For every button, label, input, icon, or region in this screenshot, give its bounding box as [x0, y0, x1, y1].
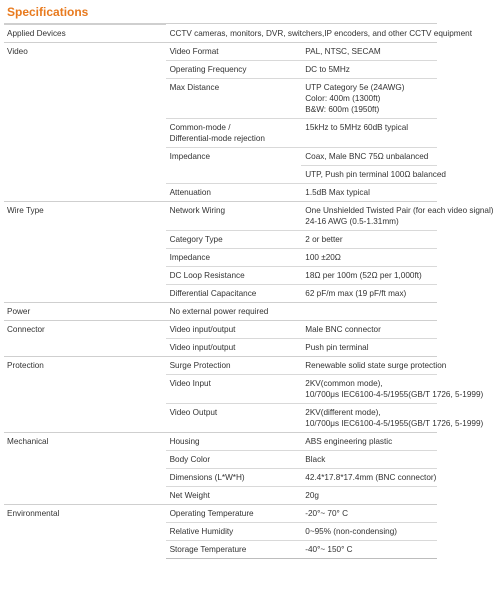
cell-label: Dimensions (L*W*H): [166, 469, 302, 487]
cell-value: CCTV cameras, monitors, DVR, switchers,IP encoders, and other CCTV equipment: [166, 25, 437, 43]
value-line: 24-16 AWG (0.5-1.31mm): [305, 217, 399, 226]
cell-value: 0~95% (non-condensing): [301, 523, 437, 541]
cell-label: Differential Capacitance: [166, 285, 302, 303]
value-line: 10/700μs IEC6100-4-5/1955(GB/T 1726, 5-1999): [305, 419, 484, 428]
group-label: Video: [4, 43, 166, 202]
cell-value: DC to 5MHz: [301, 61, 437, 79]
cell-label: Network Wiring: [166, 202, 302, 231]
page-title: Specifications: [4, 4, 437, 24]
table-row: [4, 303, 437, 321]
cell-label: Max Distance: [166, 79, 302, 119]
spec-table: [4, 24, 494, 559]
group-label: Mechanical: [4, 433, 166, 505]
cell-value: UTP, Push pin terminal 100Ω balanced: [301, 166, 437, 184]
cell-value: No external power required: [166, 303, 437, 321]
cell-label: Net Weight: [166, 487, 302, 505]
cell-label: Video input/output: [166, 339, 302, 357]
cell-value: PAL, NTSC, SECAM: [301, 43, 437, 61]
cell-value: [301, 202, 494, 231]
cell-value: Push pin terminal: [301, 339, 437, 357]
cell-label: Impedance: [166, 249, 302, 267]
cell-label: Body Color: [166, 451, 302, 469]
group-label: Connector: [4, 321, 166, 357]
cell-label: Storage Temperature: [166, 541, 302, 559]
table-row: [4, 25, 437, 43]
value-line: 2KV(common mode),: [305, 379, 383, 388]
table-row: [4, 43, 437, 61]
cell-value: 100 ±20Ω: [301, 249, 437, 267]
cell-value: 62 pF/m max (19 pF/ft max): [301, 285, 437, 303]
label-line: Differential-mode rejection: [169, 134, 265, 143]
label-line: Common-mode /: [169, 123, 231, 132]
group-label: Environmental: [4, 505, 166, 559]
cell-value: Coax, Male BNC 75Ω unbalanced: [301, 148, 437, 166]
cell-value: 2 or better: [301, 231, 437, 249]
cell-value: Male BNC connector: [301, 321, 437, 339]
cell-label: DC Loop Resistance: [166, 267, 302, 285]
cell-value: [301, 404, 484, 433]
cell-label: Housing: [166, 433, 302, 451]
table-row: [4, 357, 437, 375]
value-line: 2KV(different mode),: [305, 408, 381, 417]
cell-value: 42.4*17.8*17.4mm (BNC connector): [301, 469, 437, 487]
group-label: Power: [4, 303, 166, 321]
cell-value: 18Ω per 100m (52Ω per 1,000ft): [301, 267, 437, 285]
table-row: [4, 321, 437, 339]
value-line: UTP Category 5e (24AWG): [305, 83, 405, 92]
cell-value: 20g: [301, 487, 437, 505]
cell-label: Video Format: [166, 43, 302, 61]
cell-label: [166, 119, 302, 148]
cell-label: Operating Frequency: [166, 61, 302, 79]
value-line: 10/700μs IEC6100-4-5/1955(GB/T 1726, 5-1999): [305, 390, 484, 399]
table-row: [4, 202, 437, 231]
cell-value: [301, 375, 484, 404]
cell-value: [301, 79, 437, 119]
cell-value: ABS engineering plastic: [301, 433, 437, 451]
cell-label: Video Output: [166, 404, 302, 433]
cell-label: Surge Protection: [166, 357, 302, 375]
table-row: [4, 505, 437, 523]
cell-label: Category Type: [166, 231, 302, 249]
table-row: [4, 433, 437, 451]
cell-value: 15kHz to 5MHz 60dB typical: [301, 119, 437, 148]
group-label: Protection: [4, 357, 166, 433]
cell-label: Operating Temperature: [166, 505, 302, 523]
cell-label: Relative Humidity: [166, 523, 302, 541]
value-line: One Unshielded Twisted Pair (for each video signal): [305, 206, 494, 215]
cell-label: Attenuation: [166, 184, 302, 202]
value-line: B&W: 600m (1950ft): [305, 105, 380, 114]
group-label: Applied Devices: [4, 25, 166, 43]
cell-value: -40°~ 150° C: [301, 541, 437, 559]
value-line: Color: 400m (1300ft): [305, 94, 381, 103]
group-label: Wire Type: [4, 202, 166, 303]
cell-label: Video Input: [166, 375, 302, 404]
cell-label: Video input/output: [166, 321, 302, 339]
cell-value: Black: [301, 451, 437, 469]
cell-value: Renewable solid state surge protection: [301, 357, 437, 375]
cell-label: Impedance: [166, 148, 302, 184]
cell-value: 1.5dB Max typical: [301, 184, 437, 202]
cell-value: -20°~ 70° C: [301, 505, 437, 523]
